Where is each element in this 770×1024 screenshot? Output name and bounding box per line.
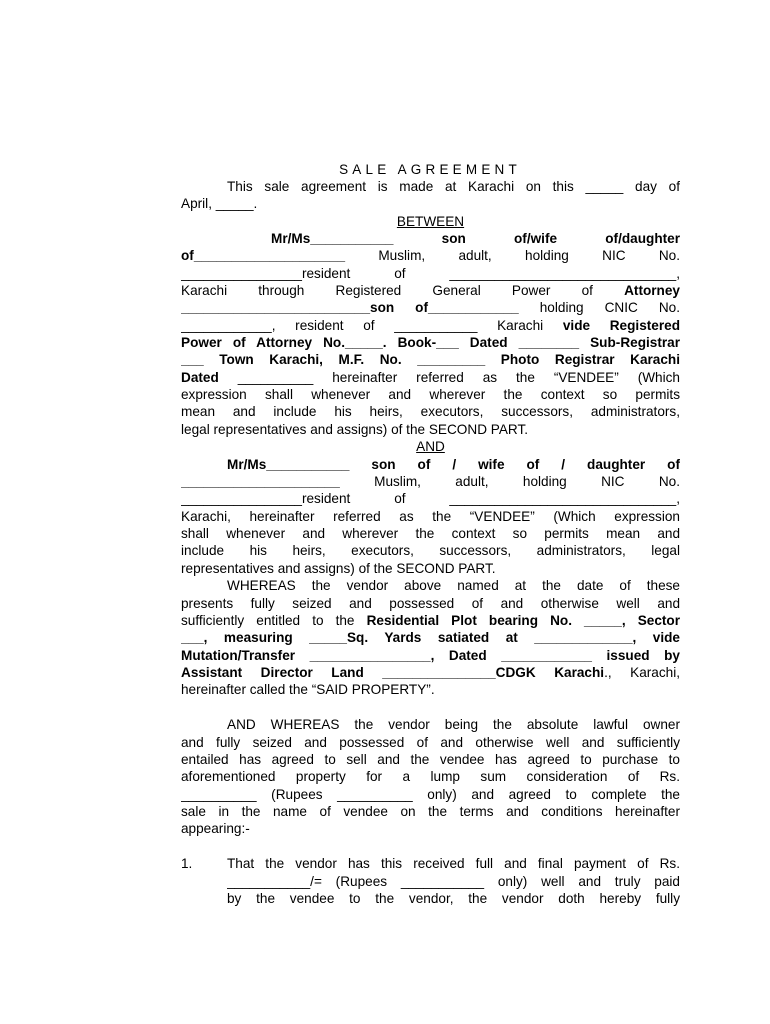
text-line: ___, measuring _____Sq. Yards satiated at _____________, vide (181, 630, 680, 645)
text-line: ________________resident of ______________________________, (181, 266, 680, 281)
text-line: That the vendor has this received full and final payment of Rs. (227, 856, 680, 871)
text-line: expression shall whenever and wherever the context so permits (181, 387, 680, 402)
text-line: Power of Attorney No._____. Book-___ Dated ________ Sub-Registrar (181, 335, 680, 350)
text-line: appearing:- (181, 821, 250, 836)
text-line: _____________________ Muslim, adult, holding NIC No. (181, 474, 680, 489)
text-line: WHEREAS the vendor above named at the date of these (227, 578, 680, 593)
document-title: SALE AGREEMENT (339, 162, 521, 177)
text-line: legal representatives and assigns) of the SECOND PART. (181, 422, 529, 437)
text-line: This sale agreement is made at Karachi on this _____ day of (227, 179, 680, 194)
text-line: by the vendee to the vendor, the vendor doth hereby fully (227, 891, 680, 906)
text-line: _________________________son of____________ holding CNIC No. (181, 300, 680, 315)
text-line: and fully seized and possessed of and otherwise well and sufficiently (181, 735, 680, 750)
text-line: ___________/= (Rupees ___________ only) well and truly paid (227, 874, 680, 889)
text-line: __________ (Rupees __________ only) and agreed to complete the (181, 787, 680, 802)
text-line: representatives and assigns) of the SECOND PART. (181, 561, 496, 576)
text-line: Dated __________ hereinafter referred as the “VENDEE” (Which (181, 370, 680, 385)
text-line: of____________________ Muslim, adult, holding NIC No. (181, 248, 680, 263)
text-line: Mr/Ms___________ son of/wife of/daughter (271, 231, 680, 246)
section-heading-and: AND (416, 439, 445, 454)
text-line: Mr/Ms___________ son of / wife of / daughter of (227, 457, 680, 472)
text-line: aforementioned property for a lump sum consideration of Rs. (181, 769, 680, 784)
text-line: hereinafter called the “SAID PROPERTY”. (181, 682, 435, 697)
text-line: include his heirs, executors, successors, administrators, legal (181, 543, 680, 558)
text-line: ___ Town Karachi, M.F. No. _________ Photo Registrar Karachi (181, 352, 680, 367)
section-heading-between: BETWEEN (396, 214, 465, 229)
text-line: shall whenever and wherever the context so permits mean and (181, 526, 680, 541)
text-line: sufficiently entitled to the Residential Plot bearing No. _____, Sector (181, 613, 680, 628)
text-line: ________________resident of ______________________________, (181, 491, 680, 506)
text-line: Karachi through Registered General Power of Attorney (181, 283, 680, 298)
text-line: April, _____. (181, 196, 258, 211)
text-line: AND WHEREAS the vendor being the absolute lawful owner (227, 717, 680, 732)
text-line: Assistant Director Land _______________CDGK Karachi., Karachi, (181, 665, 680, 680)
text-line: Mutation/Transfer ________________, Dated ____________ issued by (181, 648, 680, 663)
text-line: Karachi, hereinafter referred as the “VENDEE” (Which expression (181, 509, 680, 524)
text-line: ____________, resident of ___________ Karachi vide Registered (181, 318, 680, 333)
text-line: sale in the name of vendee on the terms and conditions hereinafter (181, 804, 680, 819)
clause-number: 1. (181, 856, 193, 871)
text-line: mean and include his heirs, executors, successors, administrators, (181, 404, 680, 419)
text-line: presents fully seized and possessed of and otherwise well and (181, 596, 680, 611)
text-line: entailed has agreed to sell and the vendee has agreed to purchase to (181, 752, 680, 767)
